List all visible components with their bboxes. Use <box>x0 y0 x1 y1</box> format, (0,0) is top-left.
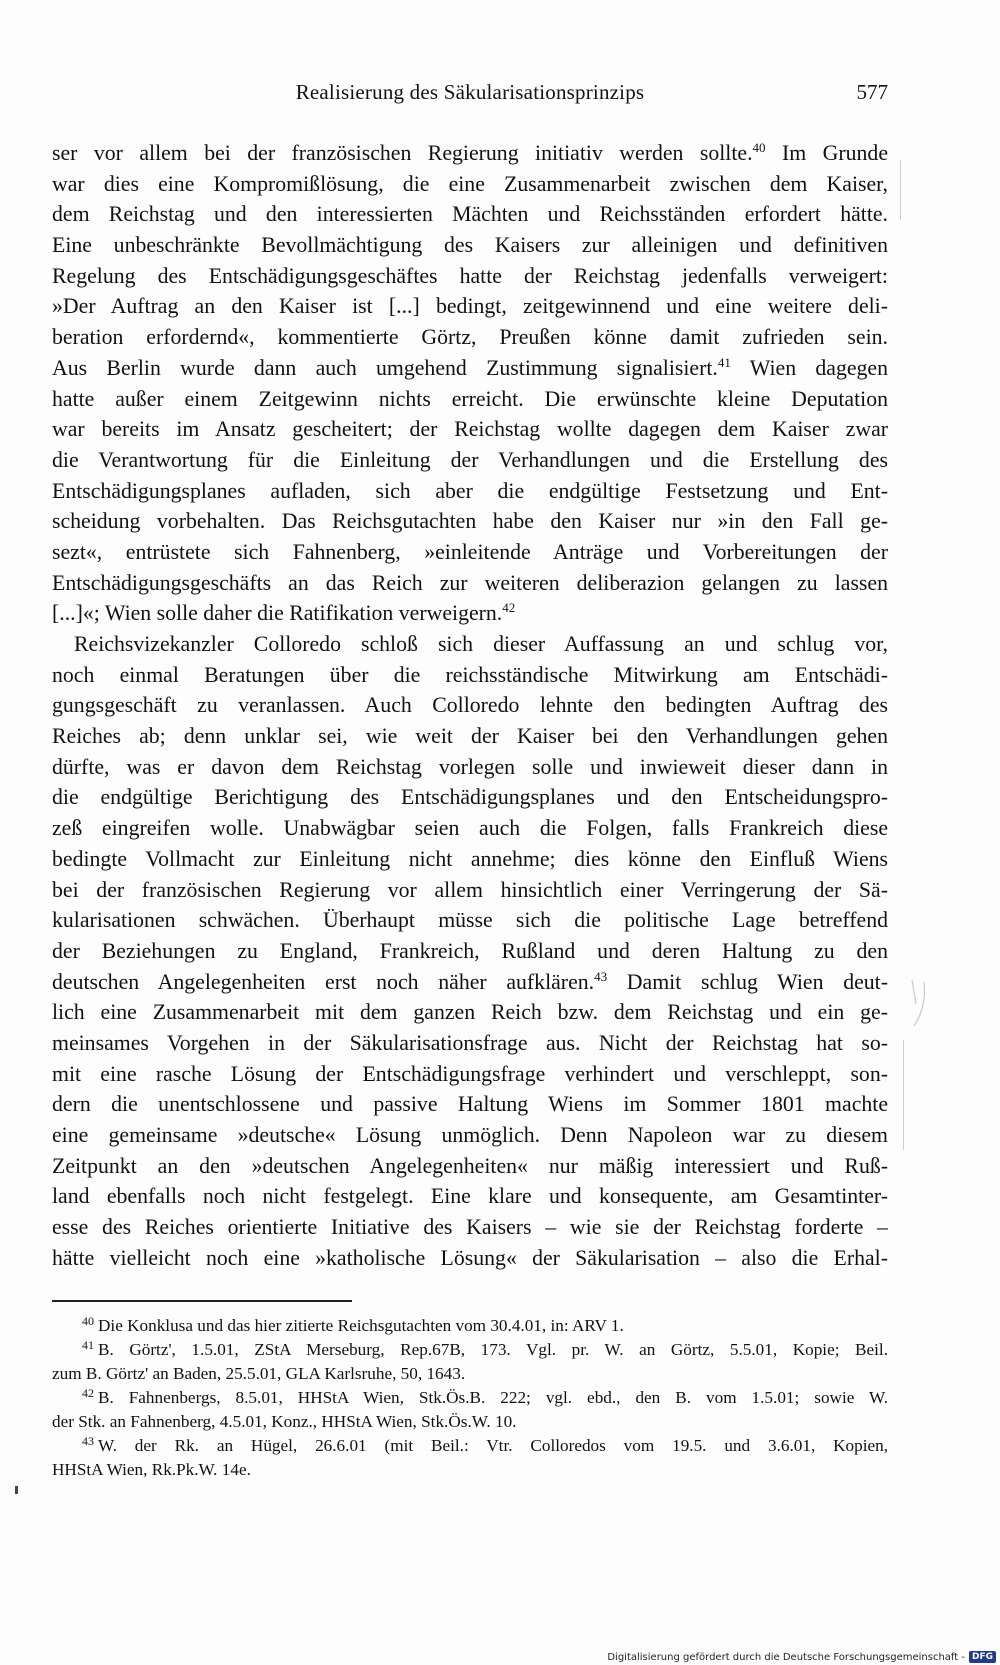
page-number: 577 <box>856 80 888 104</box>
line-text: bei der französischen Regierung vor allem hinsichtlich einer Verringerung der Sä- <box>52 877 888 902</box>
line-text: Aus Berlin wurde dann auch umgehend Zustimmung signalisiert. <box>52 355 718 380</box>
line-text: die Verantwortung für die Einleitung der Verhandlungen und die Erstellung des <box>52 447 888 472</box>
text-line <box>52 1212 888 1243</box>
line-text: Zeitpunkt an den »deutschen Angelegenheiten« nur mäßig interessiert und Ruß- <box>52 1153 888 1178</box>
footnote-reference: 40 <box>752 140 766 155</box>
line-text: dürfte, was er davon dem Reichstag vorlegen solle und inwieweit dieser dann in <box>52 754 888 779</box>
line-text: Eine unbeschränkte Bevollmächtigung des Kaisers zur alleinigen und definitiven <box>52 233 888 258</box>
dfg-logo: DFG <box>969 1651 996 1663</box>
margin-pencil-mark <box>900 160 901 220</box>
text-line <box>52 568 888 599</box>
margin-pencil-scribble <box>908 978 930 1030</box>
line-text: meinsames Vorgehen in der Säkularisationsfrage aus. Nicht der Reichstag hat so- <box>52 1030 888 1055</box>
footnote-line <box>52 1314 888 1338</box>
footnote-line <box>52 1338 888 1362</box>
line-text: dem Reichstag und den interessierten Mächten und Reichsständen erfordert hätte. <box>52 202 888 227</box>
footnote-reference: 41 <box>717 354 731 370</box>
line-text: scheidung vorbehalten. Das Reichsgutachten habe den Kaiser nur »in den Fall ge- <box>52 509 888 534</box>
footnote-reference: 42 <box>502 600 516 616</box>
footnote-number: 43 <box>82 1434 94 1448</box>
line-text: Regelung des Entschädigungsgeschäftes hatte der Reichstag jedenfalls verweigert: <box>52 263 888 288</box>
text-line <box>52 169 888 200</box>
text-line <box>52 1181 888 1212</box>
body-text <box>52 138 888 1273</box>
line-text: Entschädigungsplanes aufladen, sich aber die endgültige Festsetzung und Ent- <box>52 478 888 503</box>
text-line <box>52 537 888 568</box>
line-text: bedingte Vollmacht zur Einleitung nicht annehme; dies könne den Einfluß Wiens <box>52 846 888 871</box>
text-line <box>52 506 888 537</box>
footnote-text: W. der Rk. an Hügel, 26.6.01 (mit Beil.: Vtr. Colloredos vom 19.5. und 3.6.01, Kopien, <box>98 1436 888 1455</box>
footnotes <box>52 1314 888 1482</box>
line-text: mit eine rasche Lösung der Entschädigungsfrage verhindert und verschleppt, son- <box>52 1061 888 1086</box>
text-line <box>52 690 888 721</box>
line-text: Reiches ab; denn unklar sei, wie weit der Kaiser bei den Verhandlungen gehen <box>52 724 888 749</box>
footnote-line <box>52 1458 888 1482</box>
line-text: Reichsvizekanzler Colloredo schloß sich dieser Auffassung an und schlug vor, <box>74 632 888 656</box>
line-text: zeß eingreifen wolle. Unabwägbar seien auch die Folgen, falls Frankreich diese <box>52 816 888 841</box>
footnote-number: 41 <box>82 1338 94 1352</box>
text-line <box>52 322 888 353</box>
footnote <box>52 1338 888 1386</box>
text-line <box>52 445 888 476</box>
line-text: ser vor allem bei der französischen Regierung initiativ werden sollte. <box>52 141 753 165</box>
footnote-text: B. Fahnenbergs, 8.5.01, HHStA Wien, Stk.Ös.B. 222; vgl. ebd., den B. vom 1.5.01; sowie W. <box>98 1388 888 1407</box>
footnote-line <box>52 1410 888 1434</box>
text-line <box>52 291 888 322</box>
footnote-line <box>52 1434 888 1458</box>
text-line <box>52 1120 888 1151</box>
line-text: [...]«; Wien solle daher die Ratifikation verweigern. <box>52 601 503 626</box>
line-text: Im Grunde <box>765 141 888 165</box>
line-text: hatte außer einem Zeitgewinn nichts erreicht. Die erwünschte kleine Deputation <box>52 386 888 411</box>
line-text: beration erfordernd«, kommentierte Görtz, Preußen könne damit zufrieden sein. <box>52 325 888 350</box>
line-text: land ebenfalls noch nicht festgelegt. Eine klare und konsequente, am Gesamtinter- <box>52 1184 888 1209</box>
line-text: eine gemeinsame »deutsche« Lösung unmöglich. Denn Napoleon war zu diesem <box>52 1123 888 1147</box>
line-text: der Beziehungen zu England, Frankreich, Rußland und deren Haltung zu den <box>52 938 888 963</box>
line-text: dern die unentschlossene und passive Haltung Wiens im Sommer 1801 machte <box>52 1092 888 1117</box>
running-header <box>52 72 888 112</box>
text-line <box>52 875 888 906</box>
digitization-credit <box>607 1651 996 1663</box>
text-line <box>52 752 888 783</box>
footnote-number: 40 <box>82 1314 94 1328</box>
text-line <box>52 598 888 629</box>
text-line <box>52 905 888 936</box>
footnote-number: 42 <box>82 1386 94 1400</box>
line-text: Damit schlug Wien deut- <box>607 969 888 994</box>
footnote-reference: 43 <box>594 968 608 984</box>
text-line <box>52 1243 888 1274</box>
text-line <box>52 353 888 384</box>
text-line <box>52 1028 888 1059</box>
line-text: war bereits im Ansatz gescheitert; der Reichstag wollte dagegen dem Kaiser zwar <box>52 417 888 442</box>
text-line <box>52 1089 888 1120</box>
text-line <box>52 138 888 169</box>
footnote <box>52 1314 888 1338</box>
margin-pencil-mark <box>903 1040 904 1150</box>
line-text: »Der Auftrag an den Kaiser ist [...] bedingt, zeitgewinnend und eine weitere deli- <box>52 294 888 319</box>
line-text: Wien dagegen <box>730 355 888 380</box>
text-line <box>52 813 888 844</box>
line-text: war dies eine Kompromißlösung, die eine Zusammenarbeit zwischen dem Kaiser, <box>52 171 888 196</box>
footnote <box>52 1386 888 1434</box>
text-line <box>52 476 888 507</box>
text-line <box>52 997 888 1028</box>
text-line <box>52 384 888 415</box>
line-text: Entschädigungsgeschäfts an das Reich zur weiteren deliberazion gelangen zu lassen <box>52 570 888 595</box>
footnote-text: der Stk. an Fahnenberg, 4.5.01, Konz., HHStA Wien, Stk.Ös.W. 10. <box>52 1412 517 1431</box>
footnote-text: zum B. Görtz' an Baden, 25.5.01, GLA Karlsruhe, 50, 1643. <box>52 1364 466 1383</box>
line-text: hätte vielleicht noch eine »katholische Lösung« der Säkularisation – also die Erhal- <box>52 1245 888 1270</box>
line-text: noch einmal Beratungen über die reichsständische Mitwirkung am Entschädi- <box>52 662 888 687</box>
text-line <box>52 629 888 660</box>
text-line <box>52 721 888 752</box>
footnote-separator <box>52 1300 352 1302</box>
text-line <box>52 936 888 967</box>
text-line <box>52 844 888 875</box>
footnote <box>52 1434 888 1482</box>
text-line <box>52 199 888 230</box>
text-line <box>52 261 888 292</box>
running-title: Realisierung des Säkularisationsprinzips <box>295 80 645 104</box>
footnote-text: Die Konklusa und das hier zitierte Reichsgutachten vom 30.4.01, in: ARV 1. <box>98 1316 624 1335</box>
text-line <box>52 1059 888 1090</box>
line-text: esse des Reiches orientierte Initiative des Kaisers – wie sie der Reichstag forderte – <box>52 1215 888 1240</box>
footnote-text: B. Görtz', 1.5.01, ZStA Merseburg, Rep.67B, 173. Vgl. pr. W. an Görtz, 5.5.01, Kopie; Beil. <box>98 1340 888 1359</box>
text-line <box>52 660 888 691</box>
text-line <box>52 414 888 445</box>
line-text: lich eine Zusammenarbeit mit dem ganzen Reich bzw. dem Reichstag und ein ge- <box>52 1000 888 1025</box>
line-text: deutschen Angelegenheiten erst noch näher aufklären. <box>52 969 595 994</box>
line-text: kularisationen schwächen. Überhaupt müsse sich die politische Lage betreffend <box>52 908 888 933</box>
line-text: sezt«, entrüstete sich Fahnenberg, »einleitende Anträge und Vorbereitungen der <box>52 539 888 564</box>
text-line <box>52 230 888 261</box>
footnote-line <box>52 1362 888 1386</box>
text-line <box>52 967 888 998</box>
footnote-line <box>52 1386 888 1410</box>
footnote-text: HHStA Wien, Rk.Pk.W. 14e. <box>52 1460 251 1479</box>
text-line <box>52 1151 888 1182</box>
line-text: gungsgeschäft zu veranlassen. Auch Colloredo lehnte den bedingten Auftrag des <box>52 693 888 718</box>
scan-artifact <box>15 1486 18 1494</box>
credit-text: Digitalisierung gefördert durch die Deutsche Forschungsgemeinschaft - <box>607 1651 965 1663</box>
text-line <box>52 782 888 813</box>
line-text: die endgültige Berichtigung des Entschädigungsplanes und den Entscheidungspro- <box>52 785 888 810</box>
